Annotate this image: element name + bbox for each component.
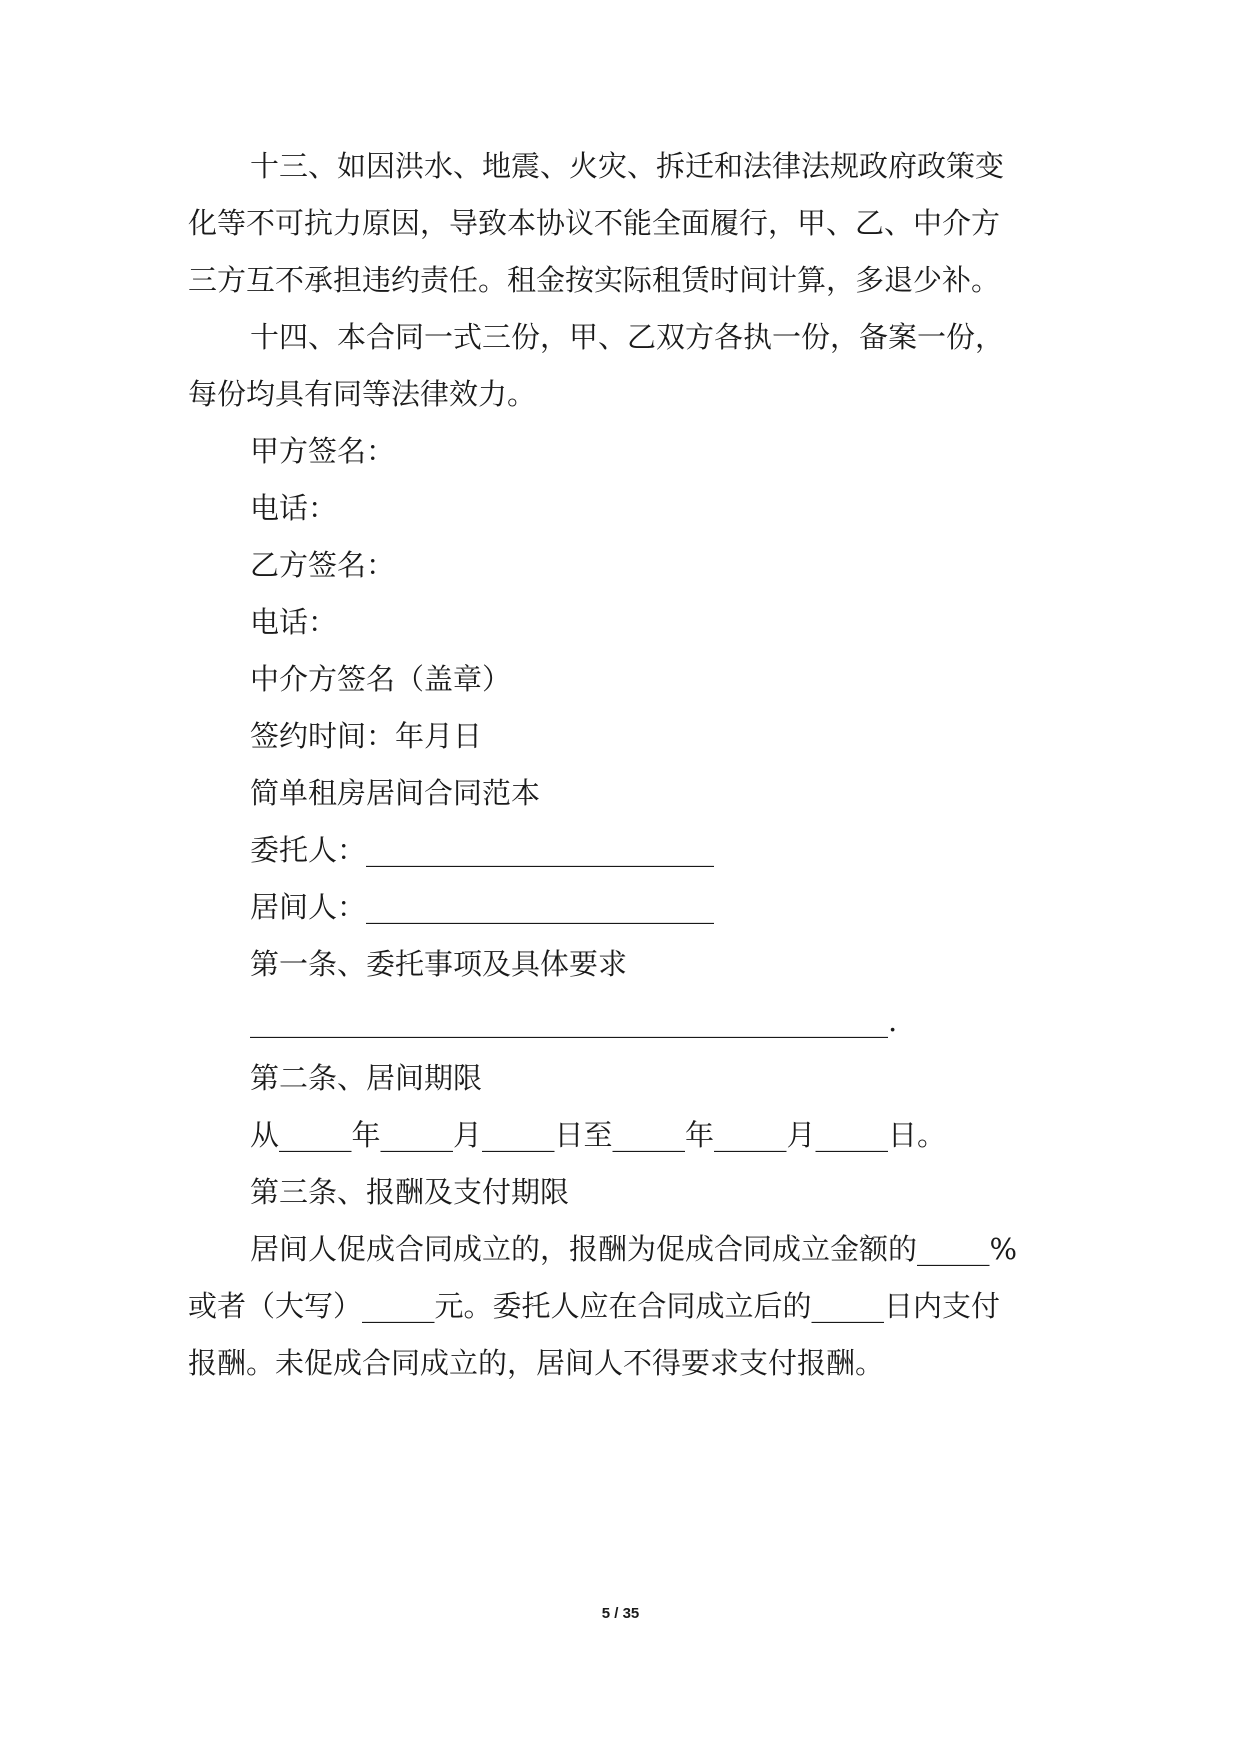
clause-13-line-3: 三方互不承担违约责任。租金按实际租赁时间计算，多退少补。: [188, 263, 1001, 297]
page-number: 5 / 35: [601, 1605, 640, 1622]
clause-13-line-2: 化等不可抗力原因，导致本协议不能全面履行，甲、乙、中介方: [188, 206, 1001, 240]
intermediary-field: 居间人：________________________: [250, 890, 715, 924]
article-3-line-2: 或者（大写）_____元。委托人应在合同成立后的_____日内支付: [188, 1289, 1001, 1323]
article-3-line-1: 居间人促成合同成立的，报酬为促成合同成立金额的_____%: [250, 1232, 1018, 1266]
clause-14-line-1: 十四、本合同一式三份，甲、乙双方各执一份，备案一份，: [250, 320, 1005, 354]
party-b-phone-label: 电话：: [250, 605, 338, 639]
client-field: 委托人：________________________: [250, 833, 715, 867]
clause-13-line-1: 十三、如因洪水、地震、火灾、拆迁和法律法规政府政策变: [250, 149, 1005, 183]
article-2-period-line: 从_____年_____月_____日至_____年_____月_____日。: [250, 1118, 947, 1152]
template-title: 简单租房居间合同范本: [250, 776, 541, 810]
party-a-phone-label: 电话：: [250, 491, 338, 525]
agent-signature-label: 中介方签名（盖章）: [250, 662, 512, 696]
article-3-heading: 第三条、报酬及支付期限: [250, 1175, 570, 1209]
party-b-signature-label: 乙方签名：: [250, 548, 396, 582]
signing-date-label: 签约时间：年月日: [250, 719, 483, 753]
clause-14-line-2: 每份均具有同等法律效力。: [188, 377, 537, 411]
article-2-heading: 第二条、居间期限: [250, 1061, 483, 1095]
article-3-line-3: 报酬。未促成合同成立的，居间人不得要求支付报酬。: [188, 1346, 885, 1380]
party-a-signature-label: 甲方签名：: [250, 434, 396, 468]
article-1-heading: 第一条、委托事项及具体要求: [250, 947, 628, 981]
article-1-blank-line: ____________________________________________.: [250, 1004, 898, 1038]
